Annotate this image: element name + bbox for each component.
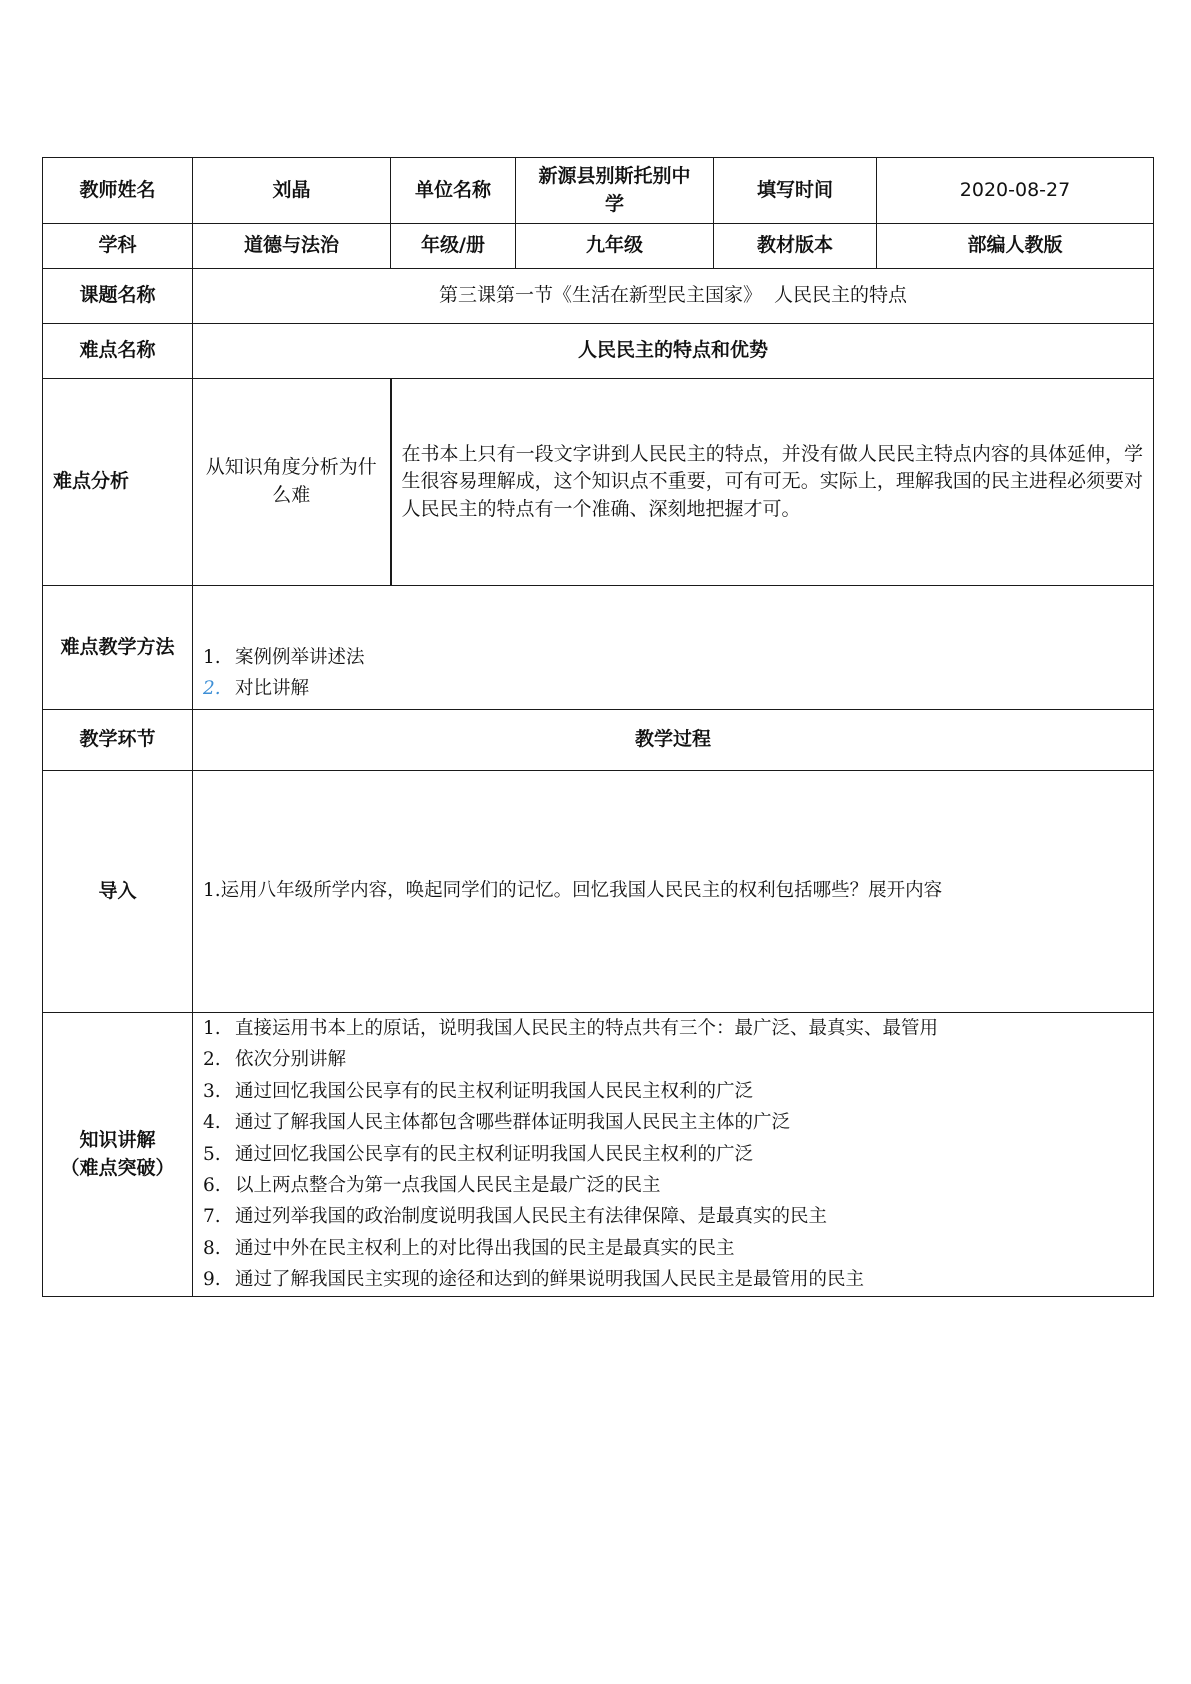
difficulty-value: 人民民主的特点和优势 [193,324,1154,379]
list-number: 5. [203,1143,221,1165]
analysis-question: 从知识角度分析为什么难 [193,379,391,586]
intro-label: 导入 [43,771,193,1013]
knowledge-label [43,1013,193,1297]
lesson-plan-sheet [42,157,1153,1297]
fill-date-label: 填写时间 [714,158,877,224]
list-text: 通过列举我国的政治制度说明我国人民民主有法律保障、是最真实的民主 [235,1206,828,1228]
analysis-label: 难点分析 [43,379,193,586]
teacher-name-value: 刘晶 [193,158,391,224]
list-text: 通过中外在民主权利上的对比得出我国的民主是最真实的民主 [235,1237,735,1259]
teaching-step-label: 教学环节 [43,710,193,771]
subject-value: 道德与法治 [193,224,391,269]
intro-text: 1.运用八年级所学内容，唤起同学们的记忆。回忆我国人民民主的权利包括哪些？展开内容 [193,771,1154,1013]
list-item [203,1170,1143,1201]
lesson-plan-table [42,157,1154,1297]
topic-value: 第三课第一节《生活在新型民主国家》 人民民主的特点 [193,269,1154,324]
edition-value: 部编人教版 [877,224,1154,269]
list-text: 以上两点整合为第一点我国人民民主是最广泛的民主 [235,1175,661,1197]
list-number: 8. [203,1237,221,1259]
list-item [203,1044,1143,1075]
methods-label: 难点教学方法 [43,586,193,710]
list-text: 对比讲解 [235,677,310,699]
teaching-process-label: 教学过程 [193,710,1154,771]
fill-date-value: 2020-08-27 [877,158,1154,224]
list-item [203,1076,1143,1107]
list-item [203,673,1143,704]
grade-label: 年级/册 [391,224,516,269]
list-number: 4. [203,1112,221,1134]
list-number: 7. [203,1206,221,1228]
list-item [203,1264,1143,1295]
subject-label: 学科 [43,224,193,269]
topic-label: 课题名称 [43,269,193,324]
grade-value: 九年级 [516,224,714,269]
process-header-row [43,710,1154,771]
list-text: 通过了解我国人民主体都包含哪些群体证明我国人民民主主体的广泛 [235,1112,791,1134]
analysis-row [43,379,1154,586]
knowledge-list [203,1013,1143,1296]
list-text: 依次分别讲解 [235,1049,347,1071]
list-number: 3. [203,1080,221,1102]
list-item [203,1233,1143,1264]
header-row-2 [43,224,1154,269]
unit-name-value: 新源县别斯托别中学 [516,158,714,224]
list-number: 1. [203,1018,221,1039]
analysis-text: 在书本上只有一段文字讲到人民民主的特点，并没有做人民民主特点内容的具体延伸，学生很容易理解成，这个知识点不重要，可有可无。实际上，理解我国的民主进程必须要对人民民主的特点有一个准确、深刻地把握才可。 [391,379,1154,586]
edition-label: 教材版本 [714,224,877,269]
methods-list [203,642,1143,704]
methods-content [193,586,1154,710]
knowledge-content [193,1013,1154,1297]
intro-row [43,771,1154,1013]
list-text: 通过回忆我国公民享有的民主权利证明我国人民民主权利的广泛 [235,1080,754,1102]
list-text: 通过回忆我国公民享有的民主权利证明我国人民民主权利的广泛 [235,1143,754,1165]
list-item [203,1139,1143,1170]
knowledge-label-line2: （难点突破） [60,1156,175,1179]
list-text: 案例例举讲述法 [235,646,365,668]
knowledge-label-line1: 知识讲解 [79,1128,156,1151]
list-number: 9. [203,1269,221,1291]
list-item [203,1107,1143,1138]
topic-row [43,269,1154,324]
list-item [203,1201,1143,1232]
difficulty-label: 难点名称 [43,324,193,379]
header-row-1 [43,158,1154,224]
list-text: 直接运用书本上的原话，说明我国人民民主的特点共有三个：最广泛、最真实、最管用 [235,1018,939,1039]
methods-row [43,586,1154,710]
teacher-name-label: 教师姓名 [43,158,193,224]
list-item [203,1013,1143,1044]
list-number: 6. [203,1175,221,1197]
list-number: 1. [203,646,221,668]
list-number: 2. [203,1049,221,1071]
list-item [203,642,1143,673]
list-text: 通过了解我国民主实现的途径和达到的鲜果说明我国人民民主是最管用的民主 [235,1269,865,1291]
knowledge-row [43,1013,1154,1297]
unit-name-label: 单位名称 [391,158,516,224]
list-number: 2. [203,677,221,699]
difficulty-row [43,324,1154,379]
